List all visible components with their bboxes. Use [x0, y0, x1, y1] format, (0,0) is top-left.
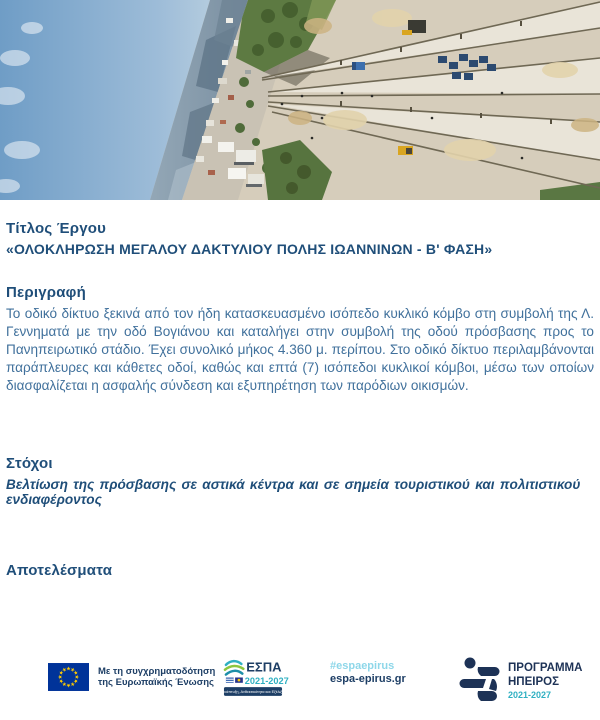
- espaepirus-hashtag: #espaepirus: [330, 660, 395, 672]
- program-line1: ΠΡΟΓΡΑΜΜΑ: [508, 662, 583, 674]
- espa-tagline: Ανάπτυξη, Ανθεκτικότητα και Εξέλιξη: [222, 688, 285, 694]
- espa-2021-2027-logo: [222, 656, 289, 698]
- svg-text:ΕΣΠΑ: ΕΣΠΑ: [246, 659, 282, 675]
- program-line2: ΗΠΕΙΡΟΣ: [508, 676, 559, 688]
- svg-text:2021-2027: 2021-2027: [245, 675, 289, 686]
- eu-cofunding-block: [48, 656, 289, 698]
- espa-epirus-links: [330, 660, 406, 686]
- project-aerial-photo: [0, 0, 600, 200]
- eu-flag-icon: [48, 663, 89, 691]
- project-title-text: «ΟΛΟΚΛΗΡΩΣΗ ΜΕΓΑΛΟΥ ΔΑΚΤΥΛΙΟΥ ΠΟΛΗΣ ΙΩΑΝΝΙΝΩΝ - Β' ΦΑΣΗ»: [6, 241, 493, 257]
- results-heading: Αποτελέσματα: [6, 562, 113, 579]
- goals-heading: Στόχοι: [6, 455, 53, 472]
- espa-epirus-website: espa-epirus.gr: [330, 673, 406, 685]
- content-area: [0, 220, 600, 579]
- description-text: Το οδικό δίκτυο ξεκινά από τον ήδη κατασκευασμένο ισόπεδο κυκλικό κόμβο στη συμβολή της Λ. Γεννηματά με την οδό Βογιάνου και καταλήγει στην συμβολή της οδού πρόσβασης προς το Πανηπειρωτικό στάδιο. Έχει συνολικό μήκος 4.360 μ. περίπου. Στο οδικό δίκτυο περιλαμβάνονται παράπλευρες και κάθετες οδοί, καθώς και επτά (7) ισόπεδοι κυκλικοί κόμβοι, μέσω των οποίων διασφαλίζεται η ασφαλής σύνδεση και εξυπηρέτηση των παρόδιων οικισμών.: [6, 306, 594, 393]
- goals-text: Βελτίωση της πρόσβασης σε αστικά κέντρα και σε σημεία τουριστικού και πολιτιστικού ενδιαφέροντος: [6, 477, 581, 507]
- programma-ipiros-logo: [460, 655, 583, 705]
- program-period: 2021-2027: [508, 690, 552, 700]
- footer-logo-strip: [0, 652, 600, 712]
- description-heading: Περιγραφή: [6, 284, 86, 301]
- project-title-heading: Τίτλος Έργου: [6, 220, 107, 237]
- eu-cofunding-text: Με τη συγχρηματοδότηση της Ευρωπαϊκής Ένωσης: [98, 666, 216, 688]
